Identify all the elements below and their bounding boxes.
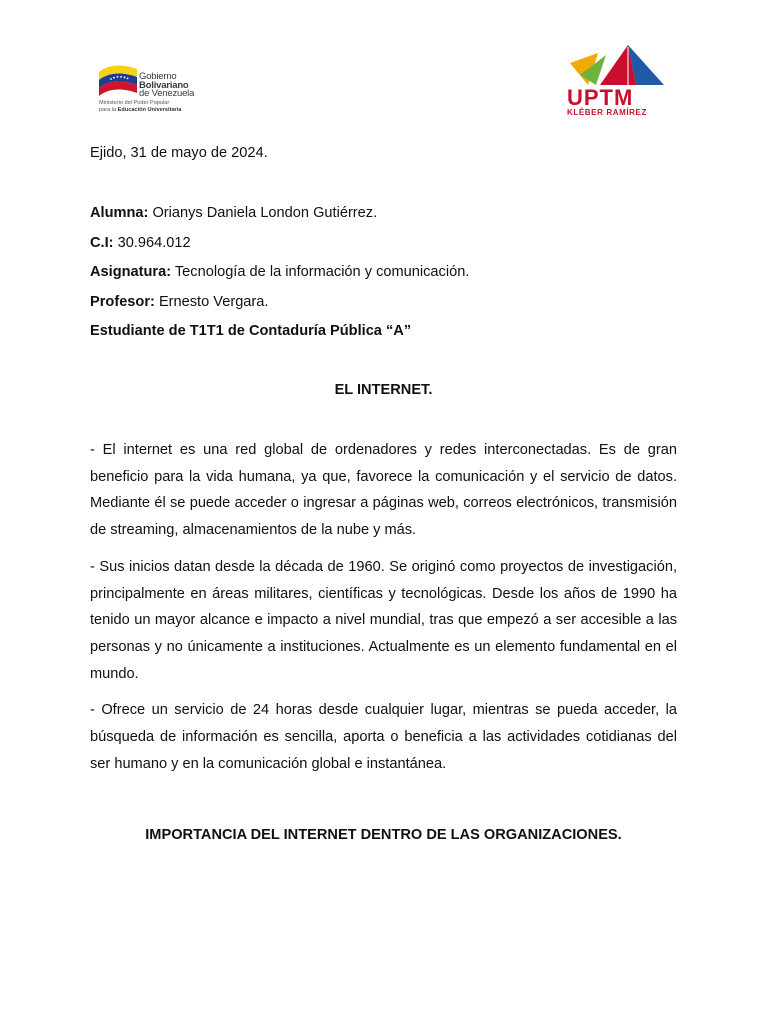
section-title-2: IMPORTANCIA DEL INTERNET DENTRO DE LAS ORGANIZACIONES.: [145, 827, 622, 844]
field-ci: [90, 233, 677, 253]
field-alumna: [90, 203, 677, 223]
ministerio-text: Ministerio del Poder Popular para la Educación Universitaria: [99, 100, 182, 113]
field-asignatura: [90, 262, 677, 282]
field-label: Alumna:: [90, 205, 149, 221]
document-date: Ejido, 31 de mayo de 2024.: [90, 145, 268, 161]
field-label: Asignatura:: [90, 264, 172, 280]
gobierno-text: Gobierno Bolivariano de Venezuela: [139, 71, 195, 99]
field-value: Orianys Daniela London Gutiérrez.: [152, 205, 378, 221]
field-value: 30.964.012: [117, 234, 191, 251]
paragraph: - Sus inicios datan desde la década de 1960. Se originó como proyectos de investigación, principalmente en áreas militares, científicas y tecnológicas. Desde los años de 1990 ha tenido un mayor alcance e impacto a nivel mundial, tras que empezó a ser accesible a las personas y no únicamente a instituciones. Actualmente es un elemento fundamental en el mundo.: [90, 558, 677, 682]
paragraph: - Ofrece un servicio de 24 horas desde cualquier lugar, mientras se pueda acceder, la búsqueda de información es sencilla, aporta o beneficia a las actividades cotidianas del ser humano y en la comunicación global e instantánea.: [90, 702, 677, 772]
uptm-acronym: UPTM: [567, 85, 634, 110]
student-line: Estudiante de T1T1 de Contaduría Pública “A”: [90, 323, 412, 339]
venezuela-flag-icon: [97, 60, 139, 100]
field-label: Profesor:: [90, 293, 155, 310]
document-body: [90, 143, 677, 845]
field-value: Ernesto Vergara.: [158, 293, 269, 310]
paragraph: - El internet es una red global de ordenadores y redes interconectadas. Es de gran beneficio para la vida humana, ya que, favorece la comunicación y el servicio de datos. Mediante él se puede acceder o ingresar a páginas web, correos electrónicos, transmisión de streaming, almacenamientos de la nube y más.: [90, 442, 677, 539]
uptm-emblem-icon: [566, 45, 672, 89]
field-profesor: [90, 292, 677, 312]
uptm-subtitle: KLÉBER RAMÍREZ: [567, 108, 647, 117]
section-title: EL INTERNET.: [334, 382, 433, 398]
gobierno-bolivariano-logo: [97, 60, 209, 118]
uptm-logo: [566, 45, 672, 119]
field-label: C.I:: [90, 234, 114, 251]
field-value: Tecnología de la información y comunicación.: [174, 264, 470, 280]
